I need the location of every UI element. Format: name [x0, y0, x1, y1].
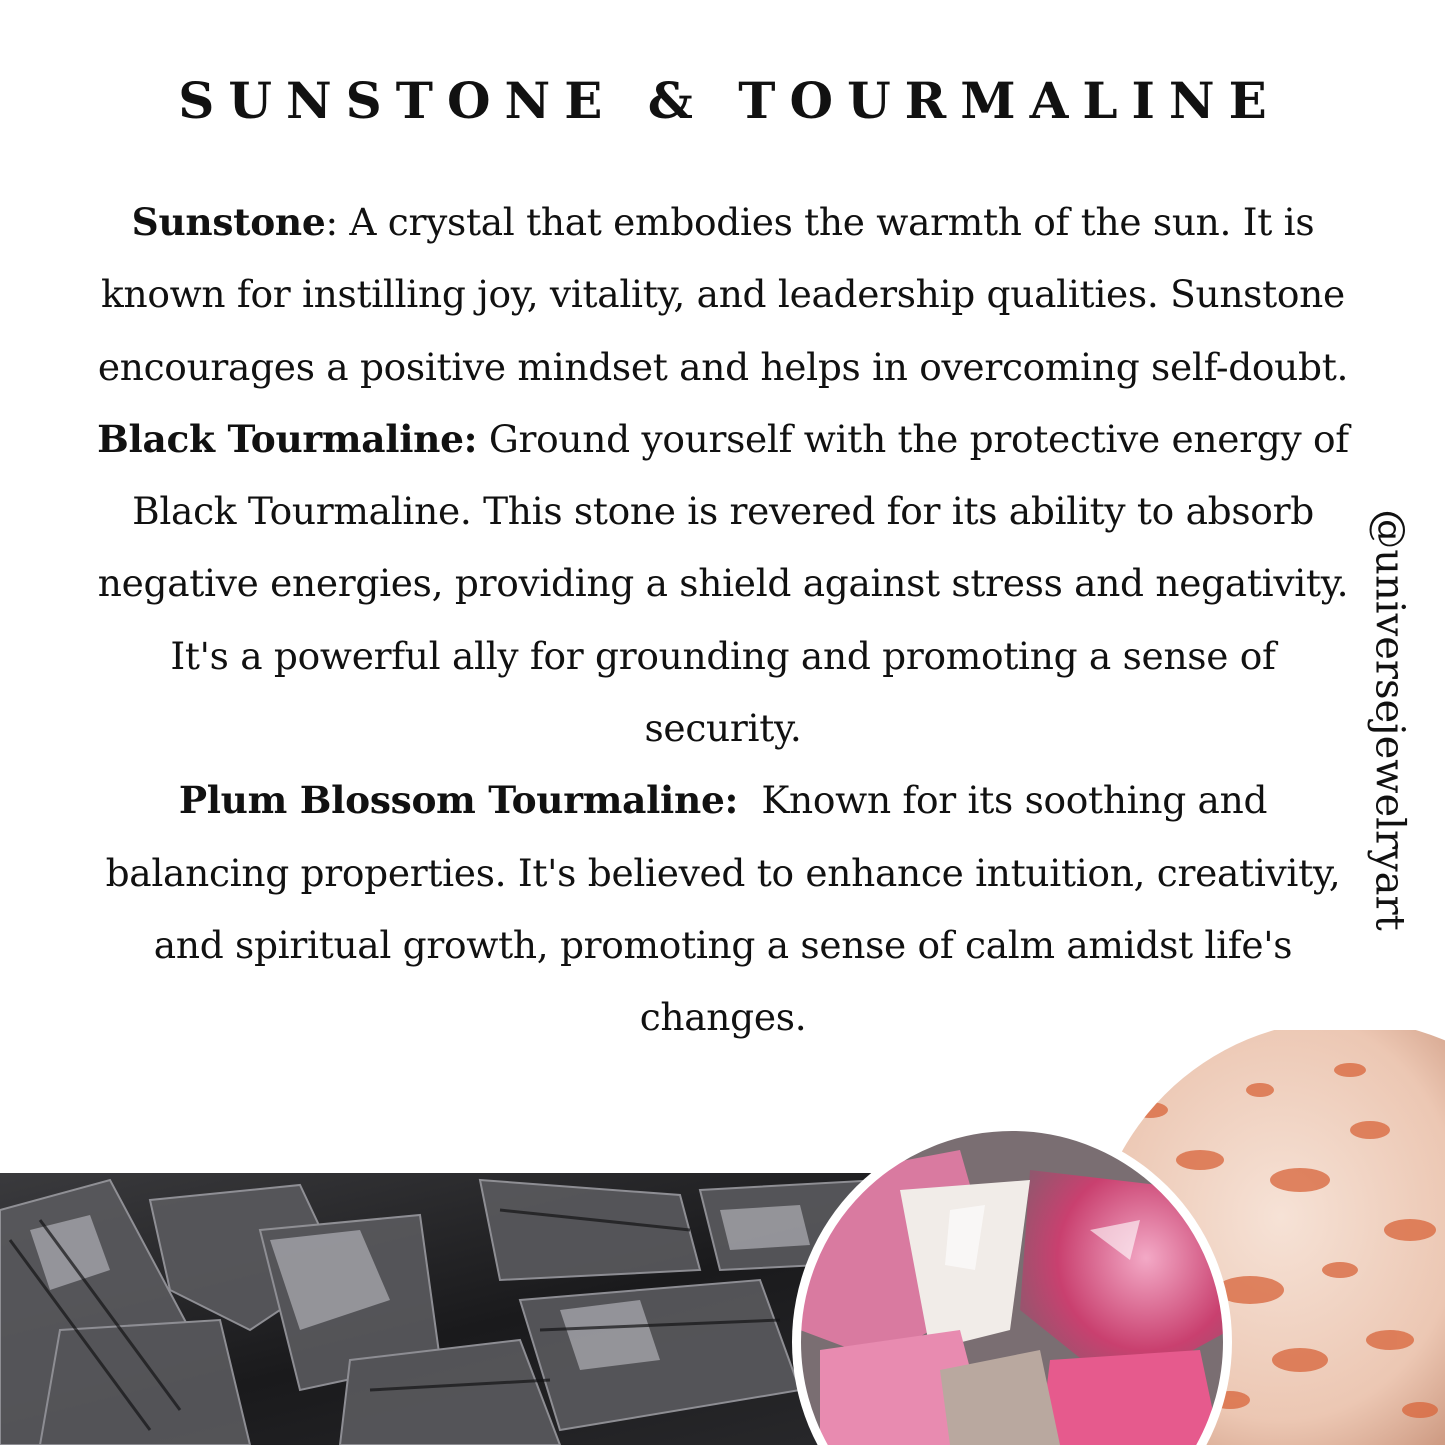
- black-tourmaline-heading: Black Tourmaline:: [97, 416, 478, 461]
- sunstone-description: [92, 186, 1354, 403]
- crystal-photo-svg: [0, 1030, 1445, 1445]
- stone-descriptions: [92, 186, 1354, 1054]
- black-tourmaline-description: [92, 403, 1354, 764]
- sunstone-text: A crystal that embodies the warmth of the sun. It is known for instilling joy, vitality, and leadership qualities. Sunstone encourages a positive mindset and helps in overcoming self-doubt.: [97, 200, 1349, 389]
- sunstone-heading-colon: :: [325, 200, 338, 244]
- page-title: SUNSTONE & TOURMALINE: [178, 71, 1281, 130]
- black-tourmaline-text: Ground yourself with the protective energy of Black Tourmaline. This stone is revered for its ability to absorb negative energies, providing a shield against stress and negativity. It's a powerful ally for grounding and promoting a sense of security.: [97, 416, 1349, 751]
- instagram-handle-text: @universejewelryart: [1367, 509, 1414, 931]
- sunstone-heading: Sunstone: [131, 200, 326, 244]
- crystal-photo-collage: [0, 1030, 1445, 1445]
- plum-blossom-tourmaline-text: Known for its soothing and balancing properties. It's believed to enhance intuition, creativity, and spiritual growth, promoting a sense of calm amidst life's changes.: [105, 778, 1353, 1040]
- plum-blossom-tourmaline-heading: Plum Blossom Tourmaline:: [178, 778, 739, 823]
- instagram-handle: [1360, 475, 1420, 965]
- plum-blossom-tourmaline-description: [92, 764, 1354, 1053]
